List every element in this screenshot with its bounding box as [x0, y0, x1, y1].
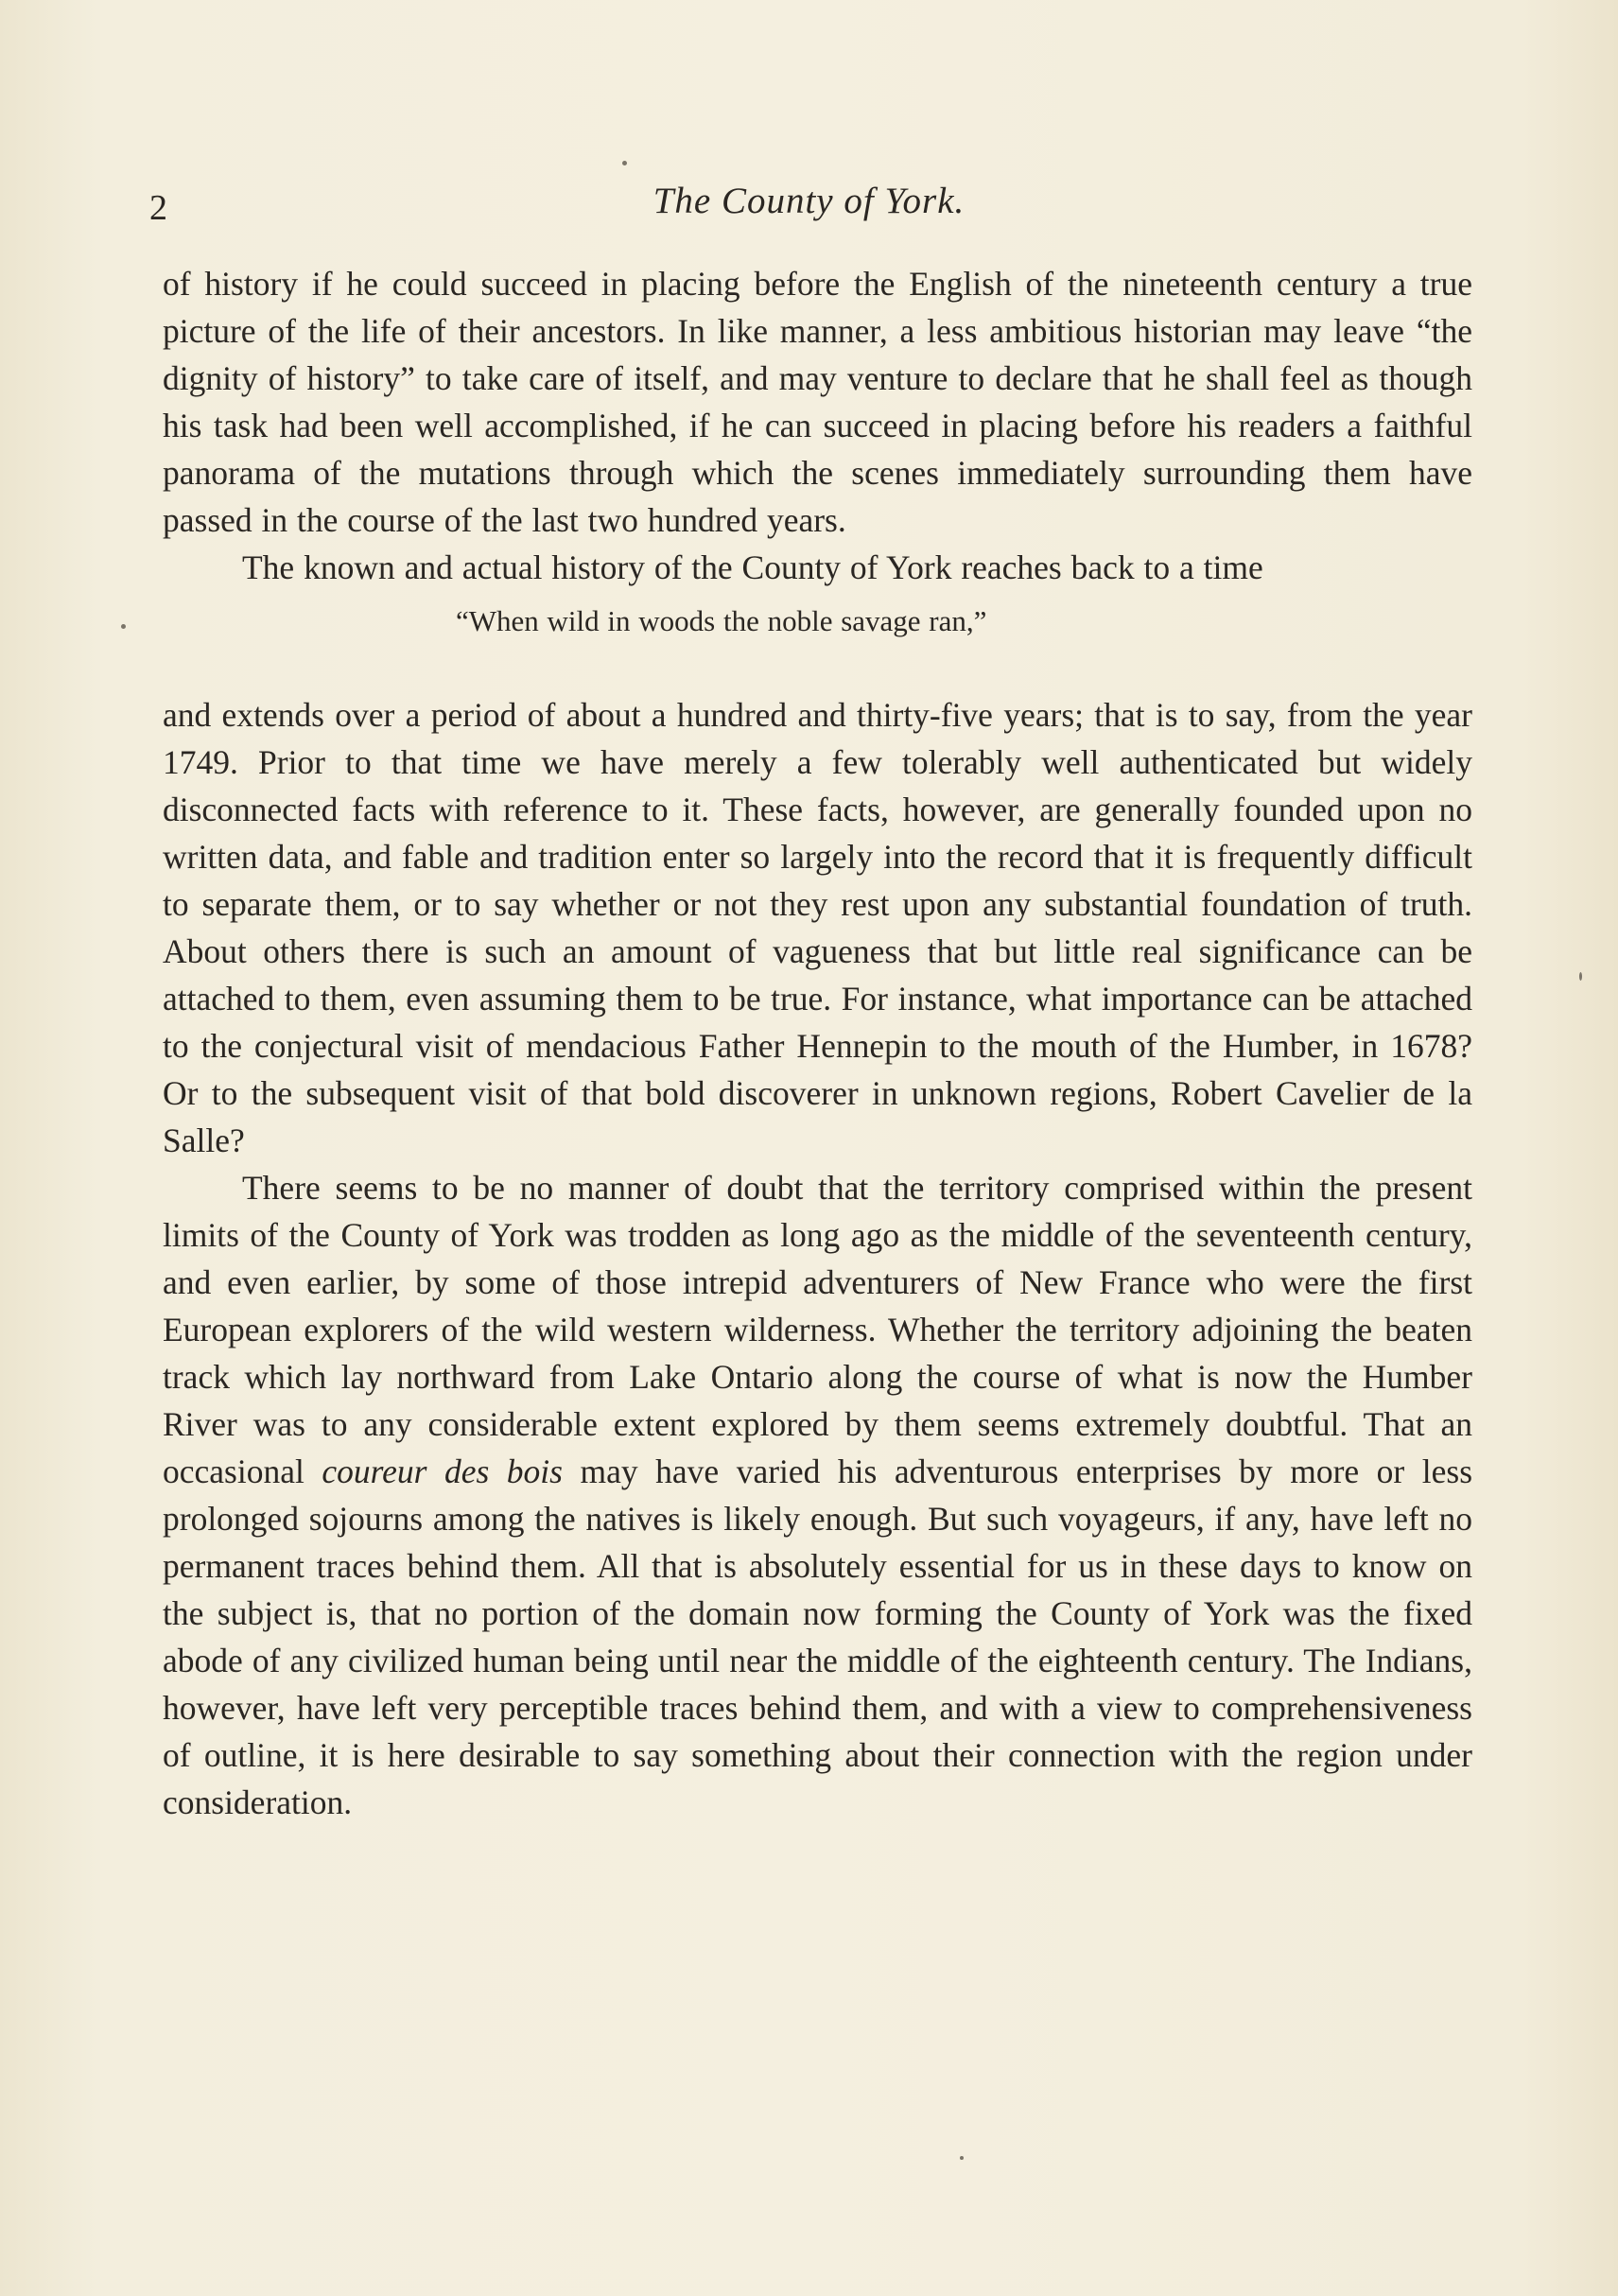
- running-title: The County of York.: [652, 181, 966, 221]
- paragraph-text: There seems to be no manner of doubt that the territory comprised within the present limits of the County of York was trodden as long ago as the middle of the seventeenth century, and even earlier, by some of those intrepid adventurers of New France who were the first European explorers of the wild western wilderness. Whether the territory adjoining the beaten track which lay northward from Lake Ontario along the course of what is now the Humber River was to any considerable extent explored by them seems extremely doubtful. That an occasional: [163, 1169, 1472, 1490]
- page-header: [0, 180, 1618, 246]
- paragraph: [163, 1164, 1472, 1826]
- block-quote: “When wild in woods the noble savage ran,”: [456, 604, 987, 637]
- paragraph: and extends over a period of about a hundred and thirty-five years; that is to say, from the year 1749. Prior to that time we have merely a few tolerably well authenticated but widely disconnected facts with reference to it. These facts, however, are generally founded upon no written data, and fable and tradition enter so largely into the record that it is frequently difficult to separate them, or to say whether or not they rest upon any substantial foundation of truth. About others there is such an amount of vagueness that but little real significance can be attached to them, even assuming them to be true. For instance, what importance can be attached to the conjectural visit of mendacious Father Hennepin to the mouth of the Humber, in 1678? Or to the subsequent visit of that bold discoverer in unknown regions, Robert Cavelier de la Salle?: [163, 696, 1472, 1159]
- paragraph: The known and actual history of the County of York reaches back to a time: [242, 548, 1263, 586]
- page-number: 2: [149, 188, 167, 228]
- italic-phrase: coureur des bois: [322, 1452, 563, 1490]
- body-text: [163, 260, 1472, 1826]
- print-speck: [1579, 972, 1582, 981]
- print-speck: [622, 161, 627, 165]
- print-speck: [121, 624, 126, 629]
- paragraph-text: may have varied his adventurous enterprises by more or less prolonged sojourns among the natives is likely enough. But such voyageurs, if any, have left no permanent traces behind them. All that is absolutely essential for us in these days to know on the subject is, that no portion of the domain now forming the County of York was the fixed abode of any civilized human being until near the middle of the eighteenth century. The Indians, however, have left very perceptible traces behind them, and with a view to comprehensiveness of outline, it is here desirable to say something about their connection with the region under consideration.: [163, 1452, 1473, 1821]
- paragraph: of history if he could succeed in placing before the English of the nineteenth century a true picture of the life of their ancestors. In like manner, a less ambitious historian may leave “the dignity of history” to take care of itself, and may venture to declare that he shall feel as though his task had been well accomplished, if he can succeed in placing before his readers a faithful panorama of the mutations through which the scenes immediately surrounding them have passed in the course of the last two hundred years.: [163, 265, 1472, 539]
- print-speck: [960, 2156, 964, 2160]
